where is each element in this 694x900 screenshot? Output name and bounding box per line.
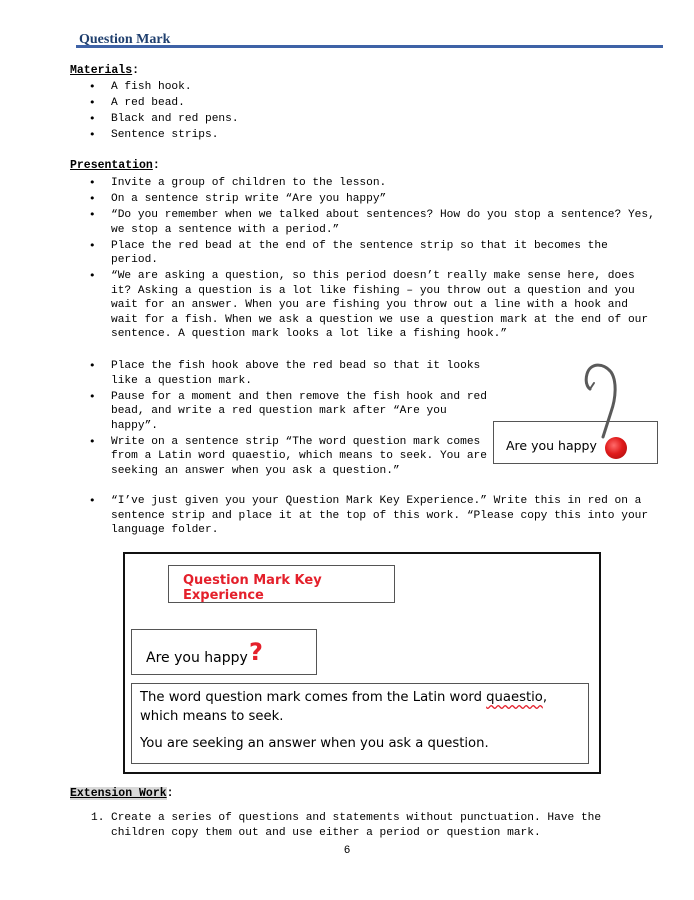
presentation-item: • Write on a sentence strip “The word question mark comes from a Latin word quaestio, which means to seek. You are seeking an answer when you ask a question.”	[89, 435, 487, 479]
extension-heading	[70, 787, 174, 800]
presentation-list-top	[89, 176, 661, 343]
header-rule	[76, 45, 663, 48]
presentation-list-bottom	[89, 494, 661, 539]
presentation-heading-text: Presentation	[70, 159, 153, 172]
extension-list	[89, 811, 661, 840]
materials-heading-text: Materials	[70, 64, 133, 77]
red-question-mark: ?	[249, 638, 263, 666]
page-number: 6	[343, 845, 351, 857]
definition-after: , which means to seek.	[140, 690, 548, 724]
presentation-list-middle	[89, 359, 487, 480]
extension-heading-colon: :	[166, 787, 174, 800]
extension-item-text: Create a series of questions and statements without punctuation. Have the children copy them out and use either a period or question mark.	[111, 812, 602, 839]
definition-word: quaestio	[486, 690, 543, 705]
materials-item: • Sentence strips.	[89, 128, 609, 143]
materials-heading	[70, 64, 139, 77]
materials-list	[89, 80, 609, 144]
presentation-item: • Invite a group of children to the lesson.	[89, 176, 661, 191]
key-experience-question-strip	[131, 629, 317, 675]
presentation-item: • “We are asking a question, so this period doesn’t really make sense here, does it? Asking a question is a lot like fishing – you throw out a question and you wait for an answer. When you are fishing you throw out a line with a hook and wait for a fish. When we ask a question we use a question mark at the end of our sentence. A question mark looks a lot like a fishing hook.”	[89, 269, 661, 342]
key-experience-title: Question Mark Key Experience	[183, 573, 322, 603]
presentation-heading	[70, 159, 160, 172]
key-experience-title-strip	[168, 565, 395, 603]
presentation-heading-colon: :	[152, 159, 160, 172]
materials-item: • Black and red pens.	[89, 112, 609, 127]
key-experience-strip-text: Are you happy	[146, 650, 248, 666]
extension-item	[89, 811, 661, 840]
extension-heading-text: Extension Work	[70, 787, 167, 800]
presentation-item: • “I’ve just given you your Question Mark Key Experience.” Write this in red on a sentence strip and place it at the top of this work. “Please copy this into your language folder.	[89, 494, 661, 538]
red-bead-icon	[605, 437, 627, 459]
definition-line-1	[140, 688, 584, 726]
presentation-item: • Place the fish hook above the red bead so that it looks like a question mark.	[89, 359, 487, 388]
materials-heading-colon: :	[132, 64, 140, 77]
definition-line-2: You are seeking an answer when you ask a question.	[140, 736, 489, 751]
fish-hook-icon	[493, 355, 659, 465]
definition-before: The word question mark comes from the Latin word	[140, 690, 487, 705]
strip-text: Are you happy	[506, 438, 597, 453]
materials-item: • A red bead.	[89, 96, 609, 111]
extension-item-number: 1.	[91, 812, 105, 824]
materials-item: • A fish hook.	[89, 80, 609, 95]
presentation-item: • On a sentence strip write “Are you happy”	[89, 192, 661, 207]
presentation-item: • Pause for a moment and then remove the fish hook and red bead, and write a red question mark after “Are you happy”.	[89, 390, 487, 434]
page-header-title: Question Mark	[79, 32, 171, 47]
key-experience-definition-strip	[131, 683, 589, 764]
presentation-item: • “Do you remember when we talked about sentences? How do you stop a sentence? Yes, we stop a sentence with a period.”	[89, 208, 661, 237]
presentation-item: • Place the red bead at the end of the sentence strip so that it becomes the period.	[89, 239, 661, 268]
